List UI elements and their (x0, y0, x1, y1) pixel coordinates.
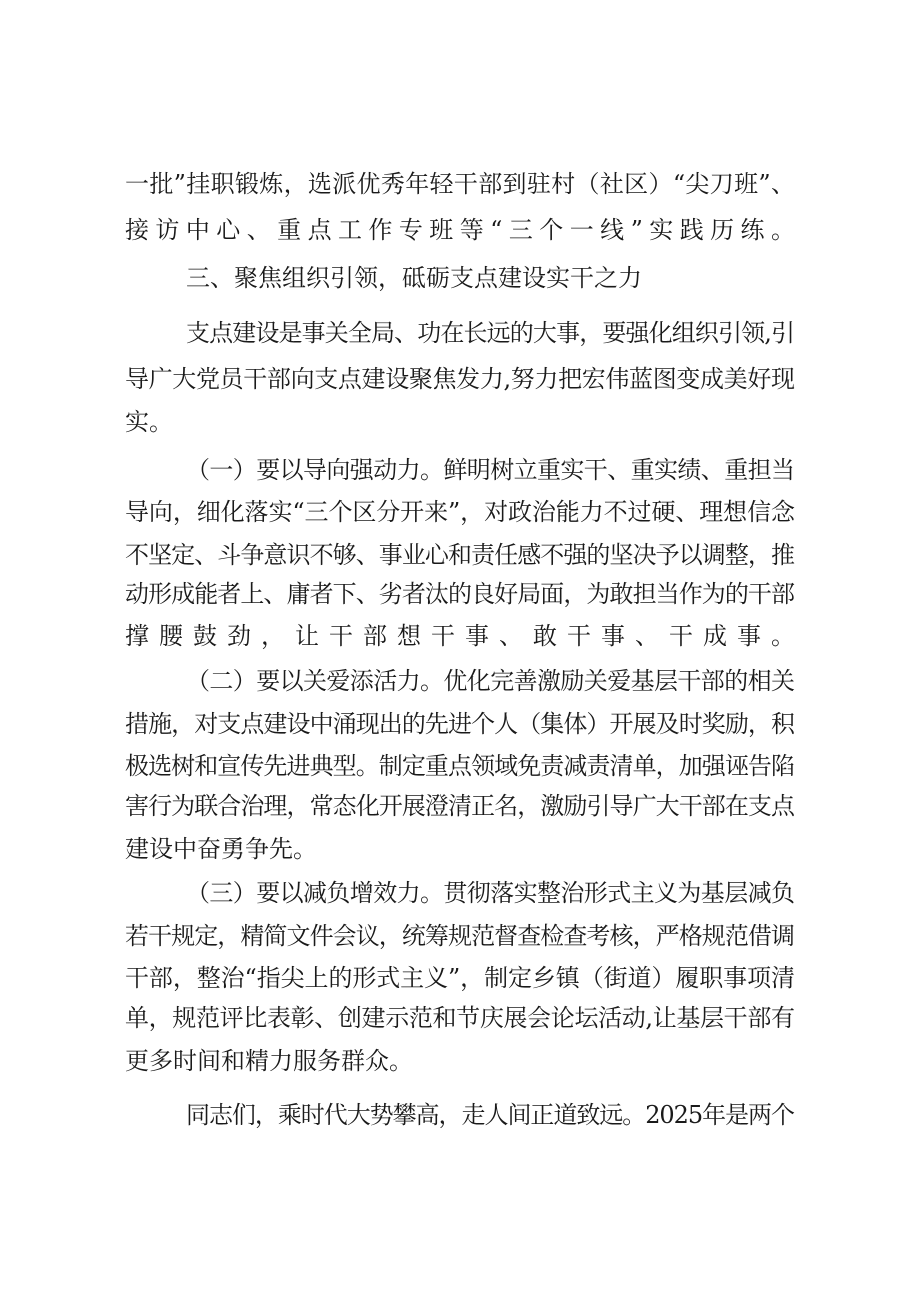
item3-line-3 (0, 958, 920, 998)
text-line: 一批”挂职锻炼，选派优秀年轻干部到驻村（社区）“尖刀班”、 (125, 170, 796, 198)
item1-line-3 (0, 535, 920, 575)
text-line: 不坚定、斗争意识不够、事业心和责任感不强的坚决予以调整，推 (125, 541, 795, 569)
item3-line-4 (0, 998, 920, 1038)
text-line: 同志们，乘时代大势攀高，走人间正道致远。2025年是两个 (186, 1101, 794, 1129)
text-line: 接访中心、重点工作专班等“三个一线”实践历练。 (125, 216, 802, 244)
text-line: 导广大党员干部向支点建设聚焦发力,努力把宏伟蓝图变成美好现 (125, 365, 795, 393)
item1-line-5 (0, 616, 920, 656)
text-line: 撑腰鼓劲，让干部想干事、敢干事、干成事。 (125, 622, 805, 650)
text-line: 更多时间和精力服务群众。 (125, 1047, 413, 1075)
closing-line (0, 1095, 920, 1135)
item2-line-2 (0, 704, 920, 744)
item1-line-1 (0, 450, 920, 490)
text-line: 实。 (125, 408, 173, 436)
text-line: 措施，对支点建设中涌现出的先进个人（集体）开展及时奖励，积 (125, 710, 795, 738)
paragraph-continuation-line-1 (0, 164, 920, 204)
item3-line-5 (0, 1041, 920, 1081)
intro-line-3 (0, 402, 920, 442)
item2-line-5 (0, 829, 920, 869)
intro-line-2 (0, 359, 920, 399)
item2-line-3 (0, 746, 920, 786)
text-line: 单，规范评比表彰、创建示范和节庆展会论坛活动,让基层干部有 (125, 1004, 795, 1032)
intro-line-1 (0, 313, 920, 353)
text-line: 支点建设是事关全局、功在长远的大事，要强化组织引领,引 (186, 319, 795, 347)
text-line: 极选树和宣传先进典型。制定重点领域免责减责清单，加强诬告陷 (125, 752, 795, 780)
text-line: 导向，细化落实“三个区分开来”，对政治能力不过硬、理想信念 (125, 498, 795, 526)
text-line: （一）要以导向强动力。鲜明树立重实干、重实绩、重担当 (186, 456, 795, 484)
item1-line-2 (0, 492, 920, 532)
text-line: （三）要以减负增效力。贯彻落实整治形式主义为基层减负 (186, 879, 795, 907)
text-line: （二）要以关爱添活力。优化完善激励关爱基层干部的相关 (186, 667, 795, 695)
item2-line-4 (0, 786, 920, 826)
paragraph-continuation-line-2 (0, 210, 920, 250)
text-line: 建设中奋勇争先。 (125, 835, 317, 863)
item3-line-1 (0, 873, 920, 913)
item2-line-1 (0, 661, 920, 701)
text-line: 动形成能者上、庸者下、劣者汰的良好局面，为敢担当作为的干部 (125, 580, 795, 608)
section-heading (0, 258, 920, 298)
text-line: 干部，整治“指尖上的形式主义”，制定乡镇（街道）履职事项清 (125, 964, 795, 992)
section-heading-text: 三、聚焦组织引领，砥砺支点建设实干之力 (186, 264, 642, 292)
text-line: 害行为联合治理，常态化开展澄清正名，激励引导广大干部在支点 (125, 792, 795, 820)
item1-line-4 (0, 574, 920, 614)
item3-line-2 (0, 916, 920, 956)
text-line: 若干规定，精简文件会议，统筹规范督查检查考核，严格规范借调 (125, 922, 795, 950)
